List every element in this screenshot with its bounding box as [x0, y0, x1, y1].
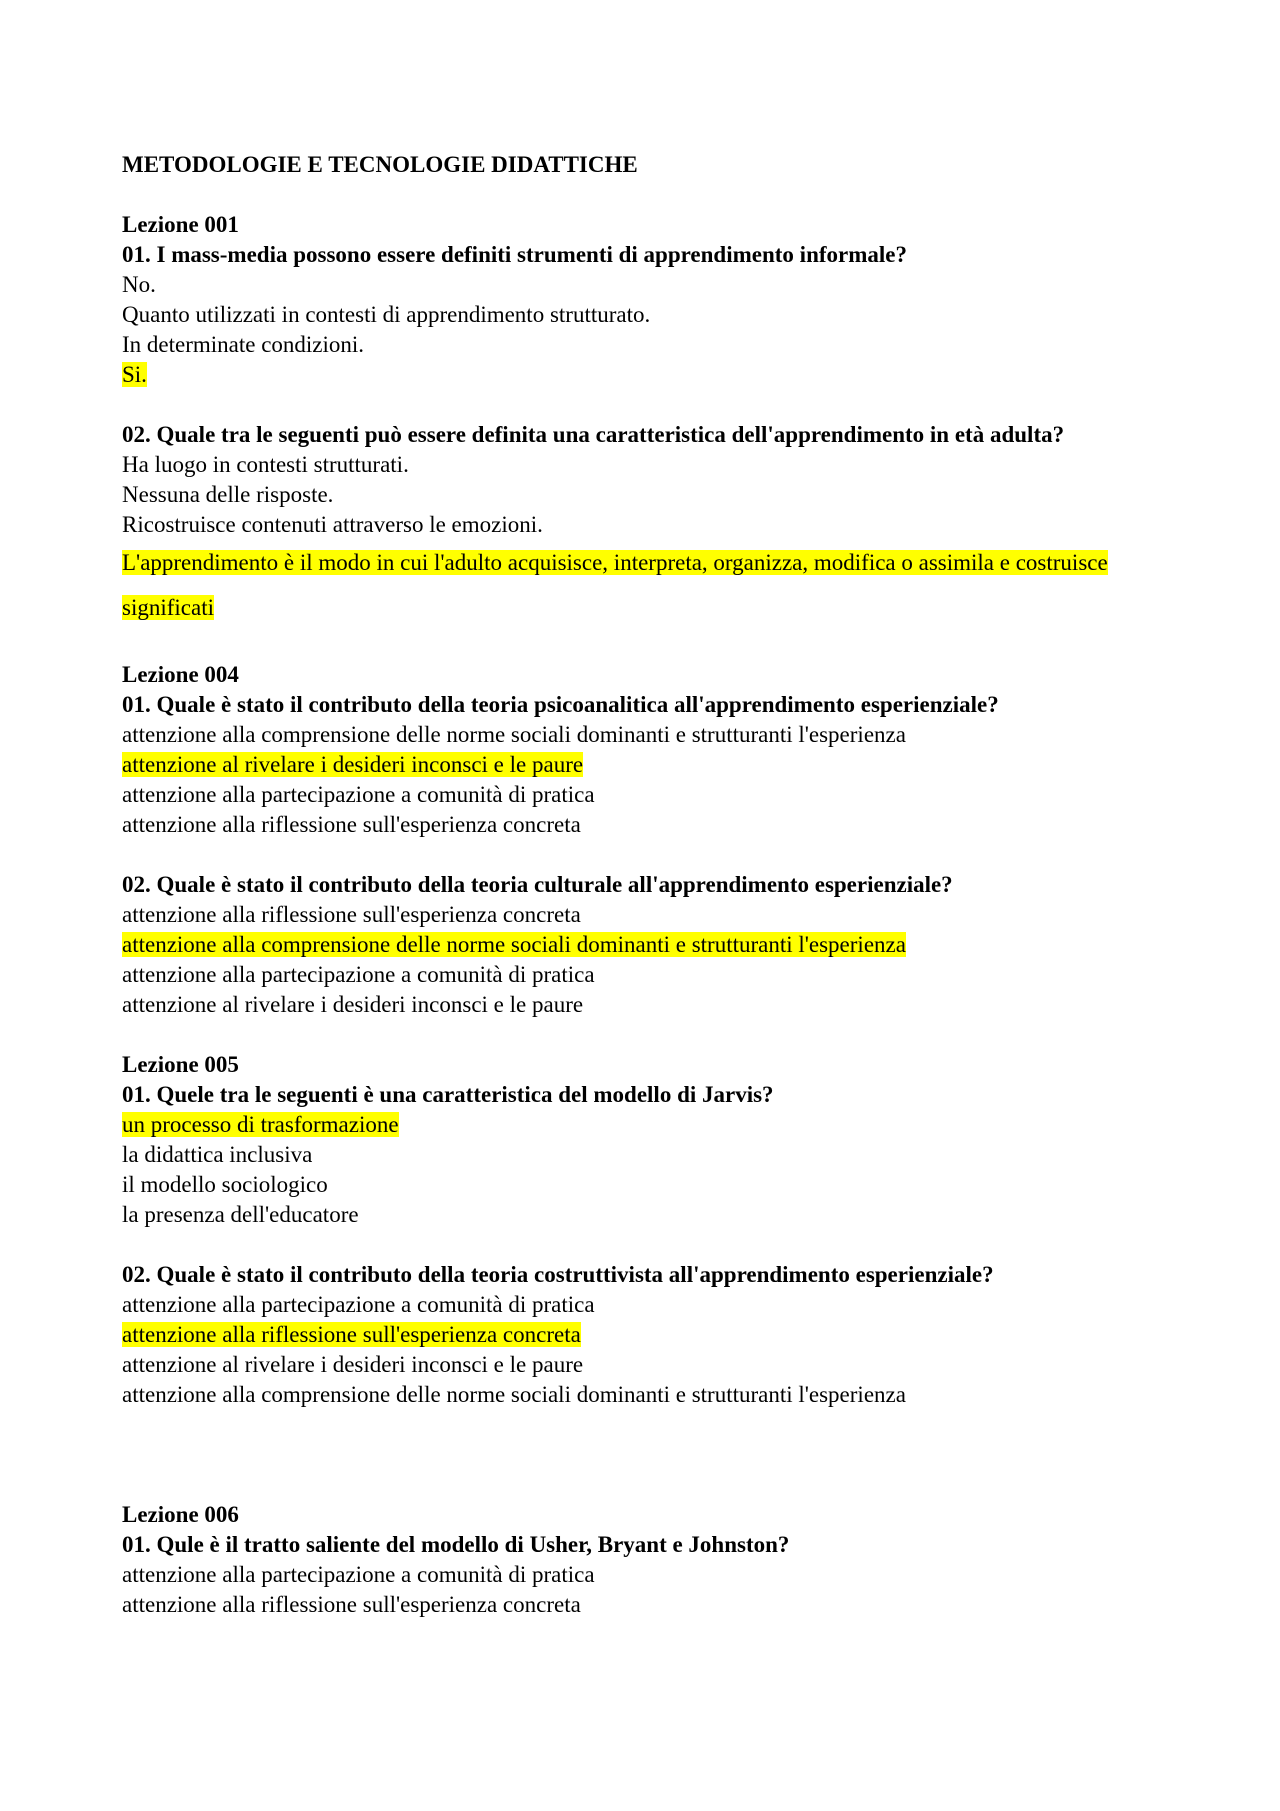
- spacer: [122, 390, 1162, 420]
- answer-option: la didattica inclusiva: [122, 1142, 313, 1167]
- answer-highlight: attenzione alla riflessione sull'esperienza concreta: [122, 1322, 581, 1347]
- correct-answer-option: [122, 360, 1162, 390]
- answer-option: la presenza dell'educatore: [122, 1202, 359, 1227]
- answer-option: attenzione alla partecipazione a comunità di pratica: [122, 1292, 595, 1317]
- answer-option: In determinate condizioni.: [122, 332, 365, 357]
- answer-option: attenzione alla riflessione sull'esperienza concreta: [122, 902, 581, 927]
- spacer: [122, 1410, 1162, 1500]
- answer-highlight: attenzione alla comprensione delle norme sociali dominanti e strutturanti l'esperienza: [122, 932, 906, 957]
- answer-option: attenzione al rivelare i desideri inconsci e le paure: [122, 1352, 584, 1377]
- answer-option: Ha luogo in contesti strutturati.: [122, 452, 409, 477]
- answer-option: attenzione al rivelare i desideri inconsci e le paure: [122, 992, 584, 1017]
- question-text: 01. Qule è il tratto saliente del modello di Usher, Bryant e Johnston?: [122, 1532, 790, 1557]
- answer-option: attenzione alla partecipazione a comunità di pratica: [122, 782, 595, 807]
- answer-option: attenzione alla riflessione sull'esperienza concreta: [122, 812, 581, 837]
- correct-answer-option: [122, 1110, 1162, 1140]
- question-text: 01. I mass-media possono essere definiti strumenti di apprendimento informale?: [122, 242, 907, 267]
- spacer: [122, 630, 1162, 660]
- question-text: 01. Quale è stato il contributo della teoria psicoanalitica all'apprendimento esperienziale?: [122, 692, 999, 717]
- answer-option: Nessuna delle risposte.: [122, 482, 334, 507]
- lesson-heading: Lezione 005: [122, 1052, 239, 1077]
- document-page: [122, 150, 1162, 1620]
- correct-answer-option: [122, 750, 1162, 780]
- answer-option: No.: [122, 272, 156, 297]
- question-text: 02. Quale è stato il contributo della teoria costruttivista all'apprendimento esperienziale?: [122, 1262, 994, 1287]
- answer-option: attenzione alla riflessione sull'esperienza concreta: [122, 1592, 581, 1617]
- answer-option: Quanto utilizzati in contesti di apprendimento strutturato.: [122, 302, 651, 327]
- answer-highlight: Si.: [122, 362, 147, 387]
- spacer: [122, 1230, 1162, 1260]
- question-text: 01. Quele tra le seguenti è una caratteristica del modello di Jarvis?: [122, 1082, 774, 1107]
- spacer: [122, 840, 1162, 870]
- question-text: 02. Quale è stato il contributo della teoria culturale all'apprendimento esperienziale?: [122, 872, 953, 897]
- answer-option: attenzione alla comprensione delle norme sociali dominanti e strutturanti l'esperienza: [122, 1382, 906, 1407]
- correct-answer-option: [122, 540, 1162, 630]
- answer-option: attenzione alla comprensione delle norme sociali dominanti e strutturanti l'esperienza: [122, 722, 906, 747]
- correct-answer-option: [122, 930, 1162, 960]
- spacer: [122, 1020, 1162, 1050]
- lesson-heading: Lezione 001: [122, 212, 239, 237]
- question-text: 02. Quale tra le seguenti può essere definita una caratteristica dell'apprendimento in età adulta?: [122, 422, 1065, 447]
- document-title: METODOLOGIE E TECNOLOGIE DIDATTICHE: [122, 152, 638, 177]
- answer-highlight: L'apprendimento è il modo in cui l'adulto acquisisce, interpreta, organizza, modifica o assimila e costruisce significati: [122, 550, 1108, 620]
- answer-option: Ricostruisce contenuti attraverso le emozioni.: [122, 512, 543, 537]
- answer-highlight: un processo di trasformazione: [122, 1112, 399, 1137]
- answer-highlight: attenzione al rivelare i desideri inconsci e le paure: [122, 752, 584, 777]
- answer-option: il modello sociologico: [122, 1172, 328, 1197]
- answer-option: attenzione alla partecipazione a comunità di pratica: [122, 1562, 595, 1587]
- answer-option: attenzione alla partecipazione a comunità di pratica: [122, 962, 595, 987]
- correct-answer-option: [122, 1320, 1162, 1350]
- lesson-heading: Lezione 004: [122, 662, 239, 687]
- lesson-heading: Lezione 006: [122, 1502, 239, 1527]
